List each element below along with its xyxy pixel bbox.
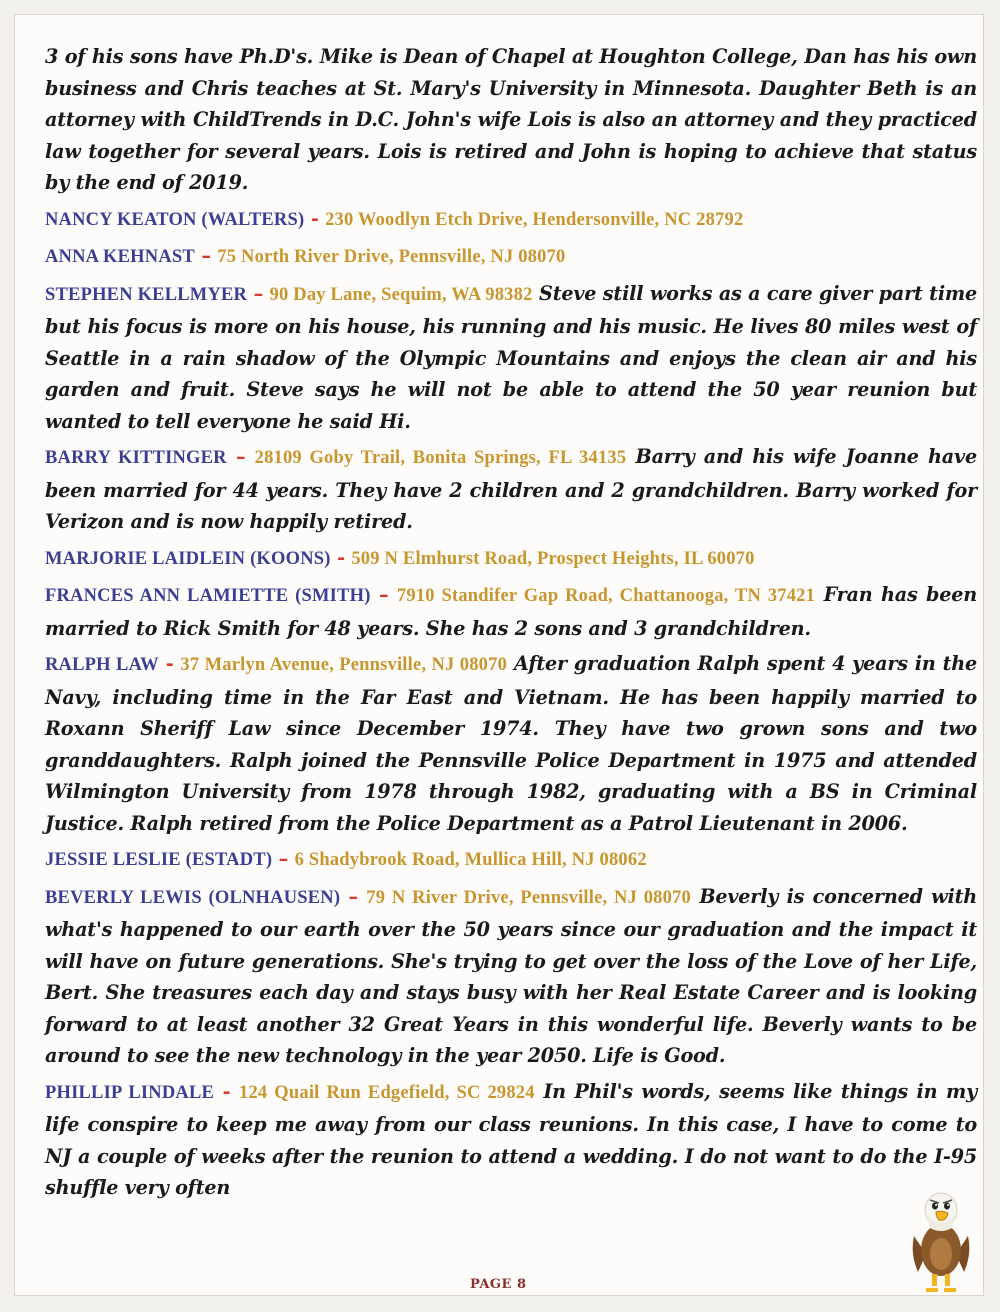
intro-paragraph — [45, 41, 977, 199]
intro-text: 3 of his sons have Ph.D's. Mike is Dean of Chapel at Houghton College, Dan has his own business and Chris teaches at St. Mary's University in Minnesota. Daughter Beth is an attorney with ChildTrends in D.C. John's wife Lois is also an attorney and they practiced law together for several years. Lois is retired and John is hoping to achieve that status by the end of 2019. — [45, 45, 977, 194]
classmate-address: 79 N River Drive, Pennsville, NJ 08070 — [366, 887, 691, 908]
classmate-address: 7910 Standifer Gap Road, Chattanooga, TN 37421 — [396, 586, 816, 606]
classmate-entry-kittinger — [45, 441, 977, 538]
page-number: PAGE 8 — [470, 1277, 527, 1292]
classmate-entry-lewis — [45, 881, 977, 1072]
classmate-entry-leslie — [45, 843, 977, 877]
classmate-address: 230 Woodlyn Etch Drive, Hendersonville, NC 28792 — [325, 209, 744, 230]
separator-dash: - — [165, 652, 174, 675]
classmate-name: JESSIE LESLIE (ESTADT) — [45, 850, 273, 870]
separator-dash: – — [348, 884, 358, 908]
separator-dash: - — [310, 206, 319, 230]
separator-dash: – — [379, 583, 389, 606]
classmate-name: RALPH LAW — [45, 655, 159, 675]
classmate-entry-laidlein — [45, 542, 977, 576]
classmate-entry-kehnast — [45, 240, 977, 274]
classmate-address: 90 Day Lane, Sequim, WA 98382 — [269, 284, 533, 305]
separator-dash: – — [278, 847, 289, 870]
classmate-name: FRANCES ANN LAMIETTE (SMITH) — [45, 586, 371, 606]
classmate-name: ANNA KEHNAST — [45, 247, 195, 267]
classmate-bio: Fran has been married to Rick Smith for 48 years. She has 2 sons and 3 grandchildren. — [45, 583, 978, 640]
classmate-bio: Barry and his wife Joanne have been married for 44 years. They have 2 children and 2 grandchildren. Barry worked for Verizon and is now happily retired. — [45, 445, 977, 533]
classmate-name: PHILLIP LINDALE — [45, 1082, 215, 1103]
classmate-entry-keaton — [45, 203, 977, 237]
classmate-bio: In Phil's words, seems like things in my life conspire to keep me away from our class reunions. In this case, I have to come to NJ a couple of weeks after the reunion to attend a wedding. I do not want to do the I-95 shuffle very often — [45, 1079, 978, 1199]
classmate-entry-law — [45, 648, 977, 839]
classmate-entry-lindale — [45, 1076, 977, 1204]
eagle-mascot-icon — [908, 1184, 974, 1296]
separator-dash: – — [235, 445, 246, 468]
separator-dash: – — [253, 281, 264, 305]
classmate-name: MARJORIE LAIDLEIN (KOONS) — [45, 548, 331, 569]
classmate-entry-kellmyer — [45, 278, 977, 438]
separator-dash: – — [201, 244, 211, 267]
classmate-bio: Steve still works as a care giver part time but his focus is more on his house, his running and his music. He lives 80 miles west of Seattle in a rain shadow of the Olympic Mountains and enjoys the clean air and his garden and fruit. Steve says he will not be able to attend the 50 year reunion but wanted to tell everyone he said Hi. — [45, 281, 978, 433]
classmate-address: 124 Quail Run Edgefield, SC 29824 — [239, 1082, 535, 1103]
page-content — [45, 41, 977, 1208]
newsletter-page — [14, 14, 984, 1296]
classmate-name: NANCY KEATON (WALTERS) — [45, 209, 305, 230]
classmate-address: 37 Marlyn Avenue, Pennsville, NJ 08070 — [180, 655, 508, 675]
classmate-entry-lamiette — [45, 579, 977, 644]
classmate-name: STEPHEN KELLMYER — [45, 284, 248, 305]
separator-dash: - — [337, 545, 345, 569]
classmate-bio: After graduation Ralph spent 4 years in the Navy, including time in the Far East and Vietnam. He has been happily married to Roxann Sheriff Law since December 1974. They have two grown sons and two granddaughters. Ralph joined the Pennsville Police Department in 1975 and attended Wilmington University from 1978 through 1982, graduating with a BS in Criminal Justice. Ralph retired from the Police Department as a Patrol Lieutenant in 2006. — [45, 652, 977, 835]
classmate-address: 75 North River Drive, Pennsville, NJ 08070 — [217, 247, 566, 267]
classmate-address: 6 Shadybrook Road, Mullica Hill, NJ 08062 — [294, 850, 647, 870]
classmate-bio: Beverly is concerned with what's happened to our earth over the 50 years since our graduation and the impact it will have on future generations. She's trying to get over the loss of the Love of her Life, Bert. She treasures each day and stays busy with her Real Estate Career and is looking forward to at least another 32 Great Years in this wonderful life. Beverly wants to be around to see the new technology in the year 2050. Life is Good. — [45, 884, 977, 1067]
separator-dash: - — [222, 1079, 231, 1103]
classmate-name: BARRY KITTINGER — [45, 448, 227, 468]
classmate-name: BEVERLY LEWIS (OLNHAUSEN) — [45, 887, 341, 908]
classmate-address: 28109 Goby Trail, Bonita Springs, FL 34135 — [254, 448, 627, 468]
classmate-address: 509 N Elmhurst Road, Prospect Heights, IL 60070 — [351, 548, 755, 569]
